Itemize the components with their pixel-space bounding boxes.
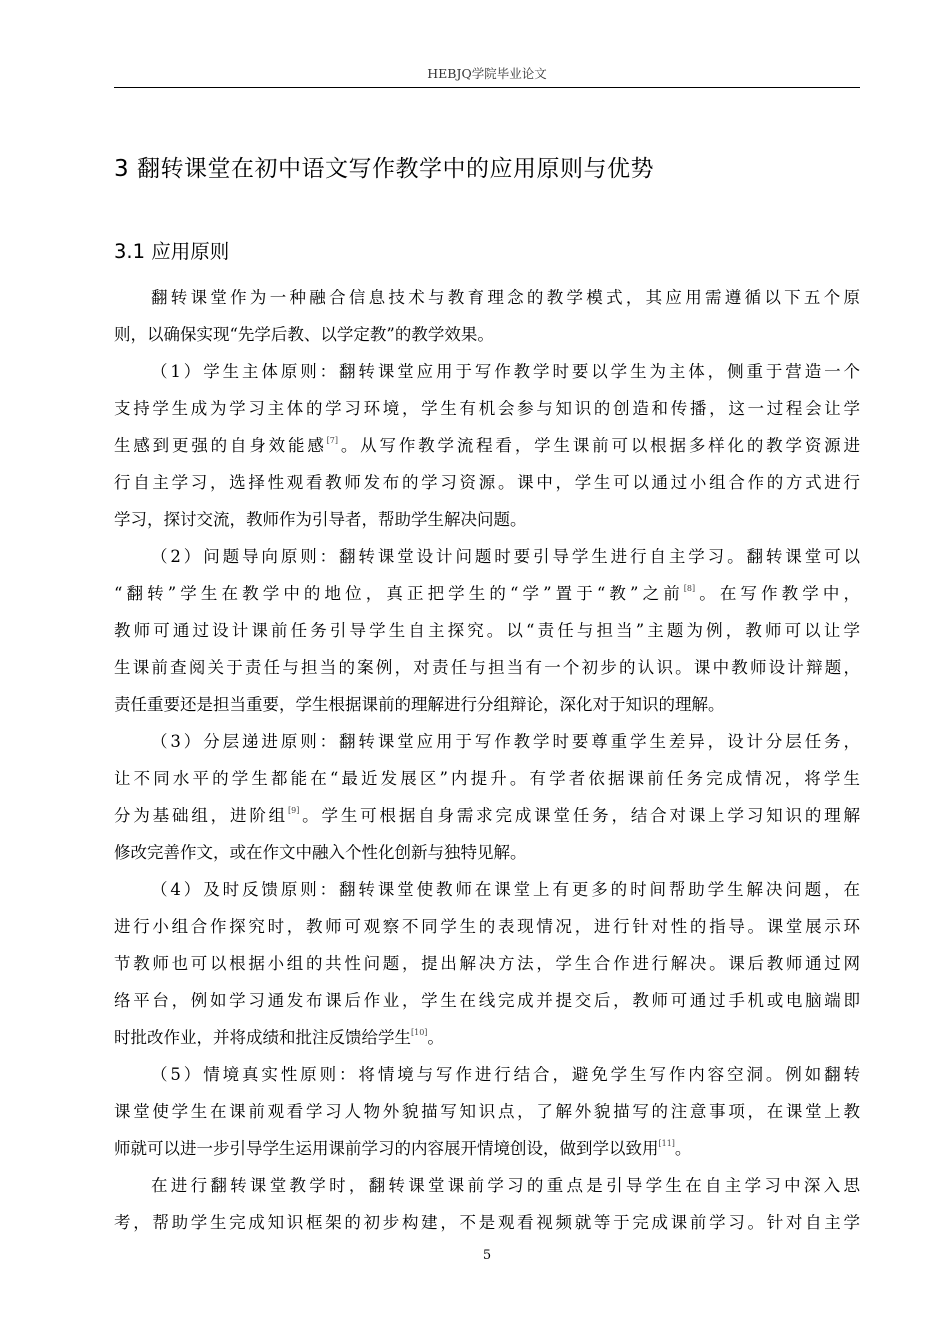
page-number: 5 xyxy=(482,1248,492,1263)
text-run: 支持学生成为学习主体的学习环境，学生有机会参与知识的创造和传播，这一过程会让学 xyxy=(114,399,860,418)
text-run: 翻转课堂作为一种融合信息技术与教育理念的教学模式，其应用需遵循以下五个原 xyxy=(151,288,860,307)
text-run: （4）及时反馈原则：翻转课堂使教师在课堂上有更多的时间帮助学生解决问题，在 xyxy=(151,880,860,899)
text-line xyxy=(114,576,860,613)
text-line xyxy=(114,1168,860,1205)
citation-superscript: [7] xyxy=(326,436,339,445)
text-line xyxy=(114,835,860,872)
text-run: 在进行翻转课堂教学时，翻转课堂课前学习的重点是引导学生在自主学习中深入思 xyxy=(151,1176,860,1195)
text-line xyxy=(114,317,860,354)
running-header: HEBJQ学院毕业论文 xyxy=(427,66,547,81)
text-line xyxy=(114,946,860,983)
text-line xyxy=(114,1057,860,1094)
text-run: 课堂使学生在课前观看学习人物外貌描写知识点，了解外貌描写的注意事项，在课堂上教 xyxy=(114,1102,860,1121)
paragraph xyxy=(114,1057,860,1168)
text-run: （5）情境真实性原则：将情境与写作进行结合，避免学生写作内容空洞。例如翻转 xyxy=(151,1065,860,1084)
text-run: 让不同水平的学生都能在“最近发展区”内提升。有学者依据课前任务完成情况，将学生 xyxy=(114,769,860,788)
text-run: 。从写作教学流程看，学生课前可以根据多样化的教学资源进 xyxy=(338,436,861,455)
text-line xyxy=(114,983,860,1020)
text-run: 时批改作业，并将成绩和批注反馈给学生 xyxy=(114,1028,411,1047)
text-line xyxy=(114,687,860,724)
text-run: 。学生可根据自身需求完成课堂任务，结合对课上学习知识的理解 xyxy=(299,806,861,825)
text-line xyxy=(114,650,860,687)
text-run: （2）问题导向原则：翻转课堂设计问题时要引导学生进行自主学习。翻转课堂可以 xyxy=(151,547,860,566)
citation-superscript: [8] xyxy=(683,584,696,593)
text-line xyxy=(114,1020,860,1057)
section-title: 3.1 应用原则 xyxy=(114,240,230,263)
text-run: 学习，探讨交流，教师作为引导者，帮助学生解决问题。 xyxy=(114,510,527,529)
paragraph xyxy=(114,280,860,354)
paragraph xyxy=(114,1168,860,1242)
text-line xyxy=(114,872,860,909)
text-run: 。 xyxy=(674,1139,692,1158)
text-line xyxy=(114,280,860,317)
text-run: “翻转”学生在教学中的地位，真正把学生的“学”置于“教”之前 xyxy=(114,584,684,603)
body-text xyxy=(114,280,860,1242)
text-line xyxy=(114,502,860,539)
text-run: 生课前查阅关于责任与担当的案例，对责任与担当有一个初步的认识。课中教师设计辩题， xyxy=(114,658,860,677)
text-line xyxy=(114,539,860,576)
text-run: 教师可通过设计课前任务引导学生自主探究。以“责任与担当”主题为例，教师可以让学 xyxy=(114,621,860,640)
text-line xyxy=(114,761,860,798)
chapter-title: 3 翻转课堂在初中语文写作教学中的应用原则与优势 xyxy=(114,156,654,182)
text-line xyxy=(114,613,860,650)
paragraph xyxy=(114,354,860,539)
text-line xyxy=(114,391,860,428)
text-run: 责任重要还是担当重要，学生根据课前的理解进行分组辩论，深化对于知识的理解。 xyxy=(114,695,725,714)
text-run: 行自主学习，选择性观看教师发布的学习资源。课中，学生可以通过小组合作的方式进行 xyxy=(114,473,860,492)
text-run: 师就可以进一步引导学生运用课前学习的内容展开情境创设，做到学以致用 xyxy=(114,1139,659,1158)
text-run: 。在写作教学中， xyxy=(695,584,860,603)
text-line xyxy=(114,1205,860,1242)
citation-superscript: [9] xyxy=(288,806,300,815)
text-run: 考，帮助学生完成知识框架的初步构建，不是观看视频就等于完成课前学习。针对自主学 xyxy=(114,1213,860,1232)
text-run: 修改完善作文，或在作文中融入个性化创新与独特见解。 xyxy=(114,843,527,862)
text-run: 分为基础组，进阶组 xyxy=(114,806,288,825)
text-line xyxy=(114,1131,860,1168)
text-run: 进行小组合作探究时，教师可观察不同学生的表现情况，进行针对性的指导。课堂展示环 xyxy=(114,917,860,936)
header-divider xyxy=(114,87,860,88)
citation-superscript: [11] xyxy=(658,1139,675,1148)
text-run: 。 xyxy=(427,1028,444,1047)
paragraph xyxy=(114,539,860,724)
text-line xyxy=(114,724,860,761)
paragraph xyxy=(114,724,860,872)
paragraph xyxy=(114,872,860,1057)
text-line xyxy=(114,909,860,946)
text-run: （1）学生主体原则：翻转课堂应用于写作教学时要以学生为主体，侧重于营造一个 xyxy=(151,362,860,381)
text-line xyxy=(114,465,860,502)
citation-superscript: [10] xyxy=(411,1028,428,1037)
text-run: （3）分层递进原则：翻转课堂应用于写作教学时要尊重学生差异，设计分层任务， xyxy=(151,732,860,751)
text-line xyxy=(114,798,860,835)
text-run: 则，以确保实现“先学后教、以学定教”的教学效果。 xyxy=(114,325,494,344)
text-line xyxy=(114,354,860,391)
text-line xyxy=(114,1094,860,1131)
text-run: 生感到更强的自身效能感 xyxy=(114,436,327,455)
text-run: 络平台，例如学习通发布课后作业，学生在线完成并提交后，教师可通过手机或电脑端即 xyxy=(114,991,860,1010)
text-run: 节教师也可以根据小组的共性问题，提出解决方法，学生合作进行解决。课后教师通过网 xyxy=(114,954,860,973)
text-line xyxy=(114,428,860,465)
